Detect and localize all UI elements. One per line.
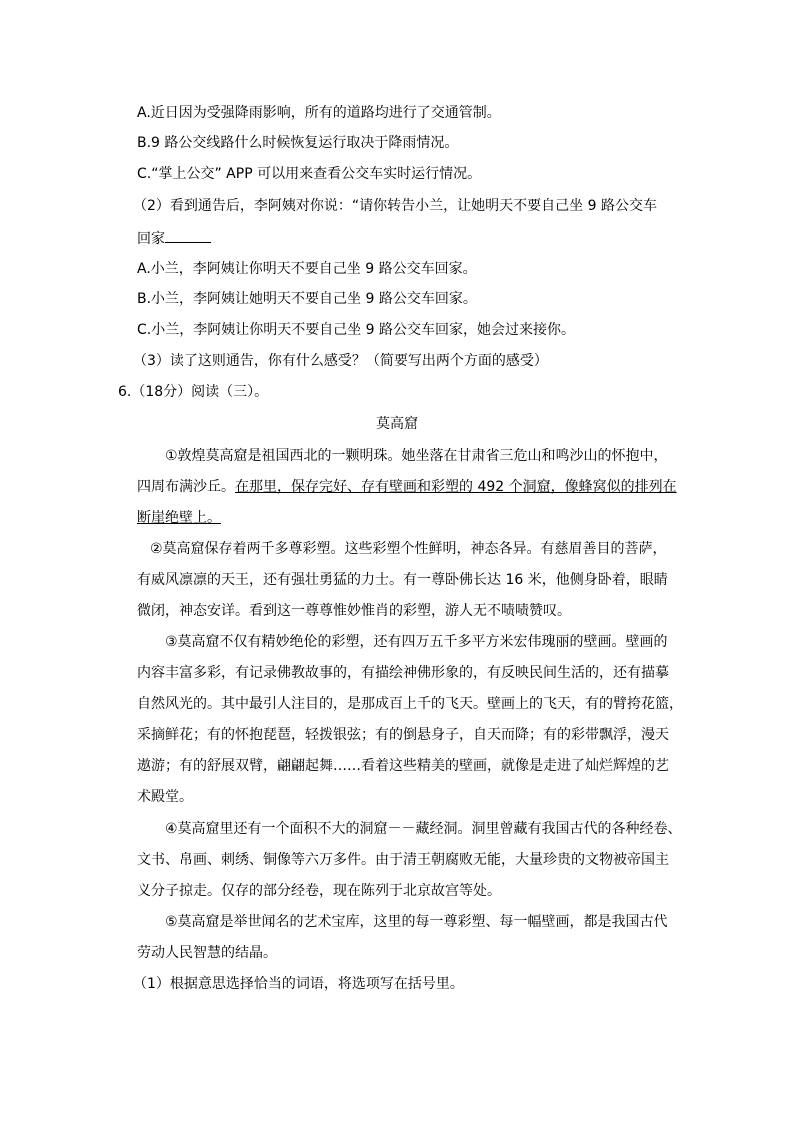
q2-option-a: A.小兰，李阿姨让你明天不要自己坐 9 路公交车回家。 (137, 261, 477, 277)
p3-line: 自然风光的。其中最引人注目的，是那成百上千的飞天。壁画上的飞天，有的臂挎花篮， (137, 696, 683, 712)
p2-line: 有威风凛凛的天王，还有强壮勇猛的力士。有一尊卧佛长达 16 米，他侧身卧着，眼睛 (137, 572, 668, 588)
q3-prompt: （3）读了这则通告，你有什么感受？（简要写出两个方面的感受） (133, 353, 548, 369)
question-6-heading: 6.（18分）阅读（三）。 (118, 384, 269, 400)
p3-line: 遨游；有的舒展双臂，翩翩起舞……看着这些精美的壁画，就像是走进了灿烂辉煌的艺 (137, 758, 669, 774)
underlined-sentence: 在那里，保存完好、存有壁画和彩塑的 492 个洞窟，像蜂窝似的排列在 (235, 479, 677, 495)
q2-prompt-cont (137, 228, 211, 249)
p3-line: 术殿堂。 (137, 789, 193, 805)
q2-option-b: B.小兰，李阿姨让她明天不要自己坐 9 路公交车回家。 (137, 291, 477, 307)
p3-line: 内容丰富多彩，有记录佛教故事的，有描绘神佛形象的，有反映民间生活的，还有描摹 (137, 665, 669, 681)
p2-line: 微闭，神态安详。看到这一尊尊惟妙惟肖的彩塑，游人无不啧啧赞叹。 (137, 603, 571, 619)
p5-line: 劳动人民智慧的结晶。 (137, 945, 277, 961)
q2-prompt: （2）看到通告后，李阿姨对你说：“请你转告小兰，让她明天不要自己坐 9 路公交车 (133, 198, 657, 214)
subquestion-1: （1）根据意思选择恰当的词语，将选项写在括号里。 (133, 976, 464, 992)
p1-text: 四周布满沙丘。 (137, 479, 235, 495)
q2-prompt-end: 回家 (137, 231, 165, 247)
p4-line: 义分子掠走。仅存的部分经卷，现在陈列于北京故宫等处。 (137, 883, 501, 899)
passage-title: 莫高窟 (376, 416, 418, 432)
q1-option-c: C.“掌上公交” APP 可以用来查看公交车实时运行情况。 (137, 166, 482, 182)
p1-line: ①敦煌莫高窟是祖国西北的一颗明珠。她坐落在甘肃省三危山和鸣沙山的怀抱中， (165, 448, 668, 464)
p3-line: ③莫高窟不仅有精妙绝伦的彩塑，还有四万五千多平方米宏伟瑰丽的壁画。壁画的 (165, 634, 668, 650)
q1-option-b: B.9 路公交线路什么时候恢复运行取决于降雨情况。 (137, 135, 459, 151)
p3-line: 采摘鲜花；有的怀抱琵琶，轻拨银弦；有的倒悬身子，自天而降；有的彩带飘浮，漫天 (137, 727, 669, 743)
p1-line (137, 477, 677, 497)
underlined-sentence-end: 断崖绝壁上。 (137, 510, 221, 526)
p4-line: 文书、帛画、刺绣、铜像等六万多件。由于清王朝腐败无能，大量珍贵的文物被帝国主 (137, 852, 669, 868)
p2-line: ②莫高窟保存着两千多尊彩塑。这些彩塑个性鲜明，神态各异。有慈眉善目的菩萨， (150, 541, 667, 557)
q1-option-a: A.近日因为受强降雨影响，所有的道路均进行了交通管制。 (137, 105, 501, 121)
q2-option-c: C.小兰，李阿姨让你明天不要自己坐 9 路公交车回家，她会过来接你。 (137, 322, 576, 338)
answer-blank (165, 228, 211, 243)
p4-line: ④莫高窟里还有一个面积不大的洞窟－－藏经洞。洞里曾藏有我国古代的各种经卷、 (165, 821, 682, 837)
p5-line: ⑤莫高窟是举世闻名的艺术宝库，这里的每一尊彩塑、每一幅壁画，都是我国古代 (165, 914, 668, 930)
